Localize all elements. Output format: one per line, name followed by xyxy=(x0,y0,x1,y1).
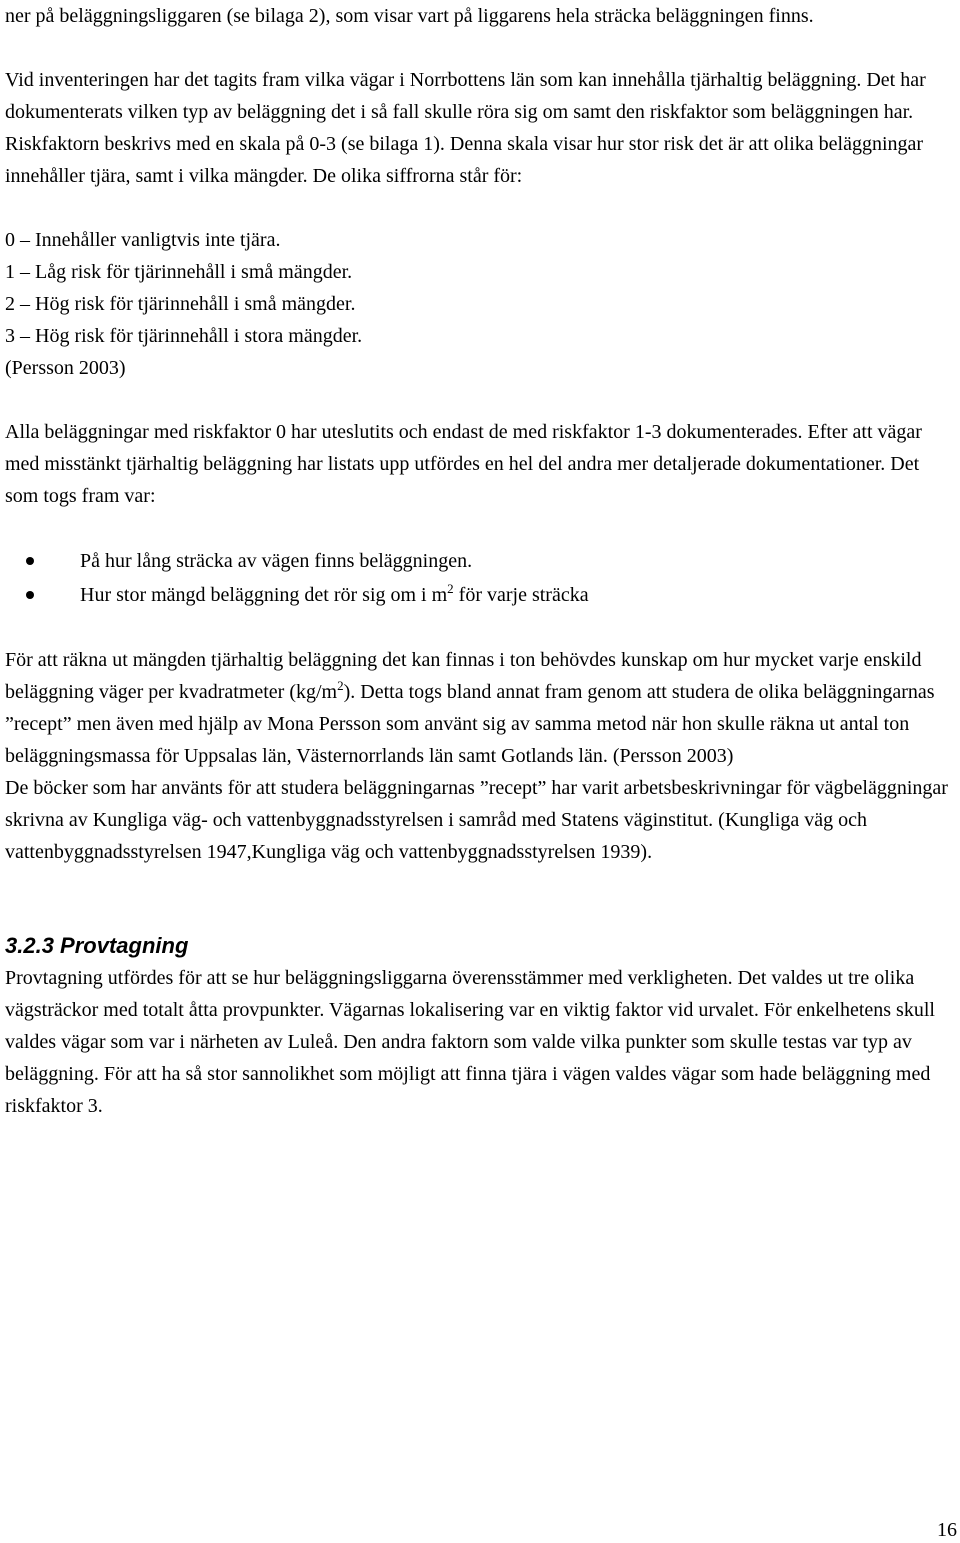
bullet-item-amount xyxy=(5,578,957,612)
risk-scale-list xyxy=(5,224,957,384)
spacer xyxy=(5,32,957,64)
risk-scale-source: (Persson 2003) xyxy=(5,357,126,379)
spacer xyxy=(5,192,957,224)
paragraph-documentation: Alla beläggningar med riskfaktor 0 har uteslutits och endast de med riskfaktor 1-3 dokumenterades. Efter att vägar med misstänkt tjärhaltig beläggning har listats upp utfördes en hel del andra mer detaljerade dokumentationer. Det som togs fram var: xyxy=(5,421,922,507)
text-after: ). Detta togs bland annat fram genom att studera de olika beläggningarnas ”recept” men även med hjälp av Mona Persson som använt sig av samma metod när hon skulle räkna ut antal ton beläggningsmassa för Uppsalas län, Västernorrlands län samt Gotlands län. (Persson 2003) xyxy=(5,681,935,767)
bullet-icon xyxy=(26,557,34,565)
bullet-text-after: för varje sträcka xyxy=(453,584,589,606)
risk-scale-item-0: 0 – Innehåller vanligtvis inte tjära. xyxy=(5,229,281,251)
bullet-icon xyxy=(26,591,34,599)
bullet-item-length xyxy=(5,544,957,578)
paragraph-sampling: Provtagning utfördes för att se hur beläggningsliggarna överensstämmer med verkligheten. Det valdes ut tre olika vägsträckor med totalt åtta provpunkter. Vägarnas lokalisering var en viktig faktor vid urvalet. För enkelhetens skull valdes vägar som var i närheten av Luleå. Den andra faktorn som valde vilka punkter som skulle testas var typ av beläggning. För att ha så stor sannolikhet som möjligt att finna tjära i vägen valdes vägar som hade beläggning med riskfaktor 3. xyxy=(5,967,935,1117)
risk-scale-item-1: 1 – Låg risk för tjärinnehåll i små mängder. xyxy=(5,261,353,283)
risk-scale-item-3: 3 – Hög risk för tjärinnehåll i stora mängder. xyxy=(5,325,363,347)
spacer xyxy=(5,612,957,644)
paragraph-calculation xyxy=(5,644,957,772)
bullet-text-before: Hur stor mängd beläggning det rör sig om i m xyxy=(80,584,448,606)
paragraph-inventory: Vid inventeringen har det tagits fram vilka vägar i Norrbottens län som kan innehålla tjärhaltig beläggning. Det har dokumenterats vilken typ av beläggning det i så fall skulle röra sig om samt den riskfaktor som beläggningen har. Riskfaktorn beskrivs med en skala på 0-3 (se bilaga 1). Denna skala visar hur stor risk det är att olika beläggningar innehåller tjära, samt i vilka mängder. De olika siffrorna står för: xyxy=(5,69,926,187)
text-before: För att räkna ut mängden tjärhaltig beläggning det kan finnas i ton behövdes kunskap om hur mycket varje enskild beläggning väger per kvadratmeter (kg/m xyxy=(5,649,922,703)
documentation-bullet-list xyxy=(5,544,957,612)
spacer xyxy=(5,384,957,416)
bullet-text: På hur lång sträcka av vägen finns beläggningen. xyxy=(80,550,473,572)
paragraph-books: De böcker som har använts för att studera beläggningarnas ”recept” har varit arbetsbeskrivningar för vägbeläggningar skrivna av Kungliga väg- och vattenbyggnadsstyrelsen i samråd med Statens väginstitut. (Kungliga väg och vattenbyggnadsstyrelsen 1947,Kungliga väg och vattenbyggnadsstyrelsen 1939). xyxy=(5,777,948,863)
risk-scale-item-2: 2 – Hög risk för tjärinnehåll i små mängder. xyxy=(5,293,356,315)
superscript: 2 xyxy=(337,678,344,693)
spacer xyxy=(5,900,957,930)
document-page xyxy=(5,0,957,1122)
section-heading: 3.2.3 Provtagning xyxy=(5,933,189,958)
paragraph-intro: ner på beläggningsliggaren (se bilaga 2), som visar vart på liggarens hela sträcka beläggningen finns. xyxy=(5,5,814,27)
spacer xyxy=(5,868,957,900)
page-number: 16 xyxy=(937,1519,957,1541)
spacer xyxy=(5,512,957,544)
superscript: 2 xyxy=(447,581,454,596)
